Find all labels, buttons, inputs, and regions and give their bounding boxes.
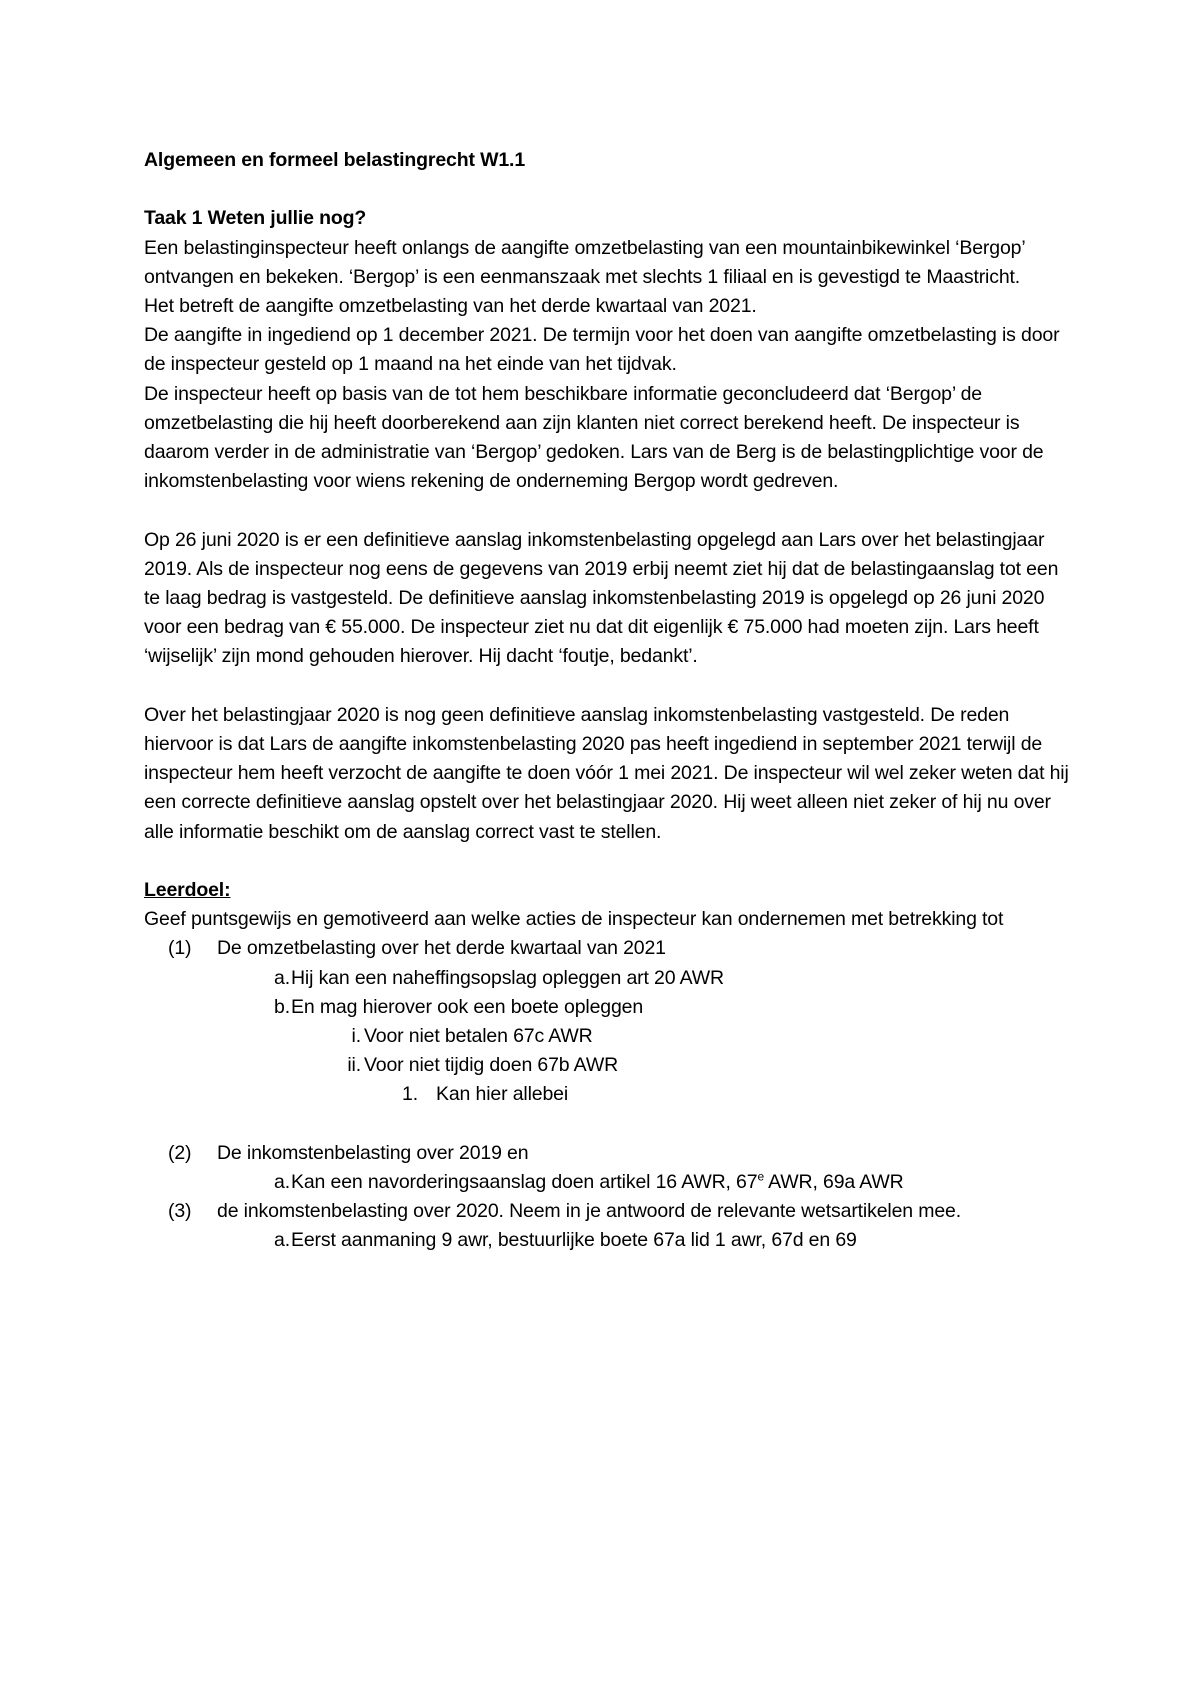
paragraph-intro: Een belastinginspecteur heeft onlangs de aangifte omzetbelasting van een mountainbikewinkel ‘Bergop’ ontvangen en bekeken. ‘Bergop’ is een eenmanszaak met slechts 1 filiaal en is gevestigd te Maastricht. [144,236,1025,288]
document-title: Algemeen en formeel belastingrecht W1.1 [144,149,526,171]
list-marker: a. [274,1170,290,1193]
list-item-text: de inkomstenbelasting over 2020. Neem in je antwoord de relevante wetsartikelen mee. [217,1200,961,1223]
list-item [144,1051,1074,1080]
task-title: Taak 1 Weten jullie nog? [144,207,367,230]
list-item-text: Hij kan een naheffingsopslag opleggen art 20 AWR [291,966,724,989]
paragraph-conclusie: De inspecteur heeft op basis van de tot hem beschikbare informatie geconcludeerd dat ‘Bergop’ de omzetbelasting die hij heeft doorberekend aan zijn klanten niet correct berekend heeft. De inspecteur is daarom verder in de administratie van ‘Bergop’ gedoken. Lars van de Berg is de belastingplichtige voor de inkomstenbelasting voor wiens rekening de onderneming Bergop wordt gedreven. [144,382,1044,493]
list-marker: ii. [347,1054,361,1077]
paragraph-kwartaal: Het betreft de aangifte omzetbelasting van het derde kwartaal van 2021. [144,294,757,317]
leerdoel-label: Leerdoel: [144,879,231,901]
list-item-text: Voor niet betalen 67c AWR [364,1024,593,1047]
list-marker: 1. [402,1083,418,1106]
list-item-text: Eerst aanmaning 9 awr, bestuurlijke boete 67a lid 1 awr, 67d en 69 [291,1229,857,1252]
list-marker: b. [274,995,290,1018]
leerdoel-intro: Geef puntsgewijs en gemotiveerd aan welke acties de inspecteur kan ondernemen met betrekking tot [144,908,1004,931]
spacer [144,672,1074,701]
list-item [144,1197,1074,1226]
list-item [144,1080,1074,1109]
list-item-text [291,1168,904,1197]
spacer [144,847,1074,876]
spacer [144,496,1074,525]
list-item [144,1168,1074,1197]
list-marker: i. [351,1024,361,1047]
list-item-text: De omzetbelasting over het derde kwartaal van 2021 [217,937,666,960]
list-marker: a. [274,1229,290,1252]
list-item [144,1022,1074,1051]
spacer [144,175,1074,204]
list-item [144,1226,1074,1255]
list-item [144,934,1074,963]
list-item-text: Voor niet tijdig doen 67b AWR [364,1054,619,1077]
list-item [144,964,1074,993]
list-marker: (1) [168,937,192,960]
list-item-text: De inkomstenbelasting over 2019 en [217,1141,529,1164]
list-item-text-part: Kan een navorderingsaanslag doen artikel 16 AWR, 67 [291,1170,758,1193]
list-item [144,993,1074,1022]
list-marker: (3) [168,1200,192,1223]
paragraph-termijn: De aangifte in ingediend op 1 december 2021. De termijn voor het doen van aangifte omzetbelasting is door de inspecteur gesteld op 1 maand na het einde van het tijdvak. [144,324,1060,376]
list-item-text: Kan hier allebei [436,1083,569,1106]
list-marker: a. [274,966,290,989]
paragraph-aanslag-2019: Op 26 juni 2020 is er een definitieve aanslag inkomstenbelasting opgelegd aan Lars over het belastingjaar 2019. Als de inspecteur nog eens de gegevens van 2019 erbij neemt ziet hij dat de belastingaanslag tot een te laag bedrag is vastgesteld. De definitieve aanslag inkomstenbelasting 2019 is opgelegd op 26 juni 2020 voor een bedrag van € 55.000. De inspecteur ziet nu dat dit eigenlijk € 75.000 had moeten zijn. Lars heeft ‘wijselijk’ zijn mond gehouden hierover. Hij dacht ‘foutje, bedankt’. [144,528,1059,668]
list-marker: (2) [168,1141,192,1164]
superscript: e [757,1169,764,1184]
list-item [144,1139,1074,1168]
document-page [144,146,1074,1255]
list-item-text: En mag hierover ook een boete opleggen [291,995,644,1018]
list-item-text-part: AWR, 69a AWR [763,1170,904,1193]
paragraph-aanslag-2020: Over het belastingjaar 2020 is nog geen definitieve aanslag inkomstenbelasting vastgesteld. De reden hiervoor is dat Lars de aangifte inkomstenbelasting 2020 pas heeft ingediend in september 2021 terwijl de inspecteur hem heeft verzocht de aangifte te doen vóór 1 mei 2021. De inspecteur wil wel zeker weten dat hij een correcte definitieve aanslag opstelt over het belastingjaar 2020. Hij weet alleen niet zeker of hij nu over alle informatie beschikt om de aanslag correct vast te stellen. [144,703,1069,843]
spacer [144,1110,1074,1139]
